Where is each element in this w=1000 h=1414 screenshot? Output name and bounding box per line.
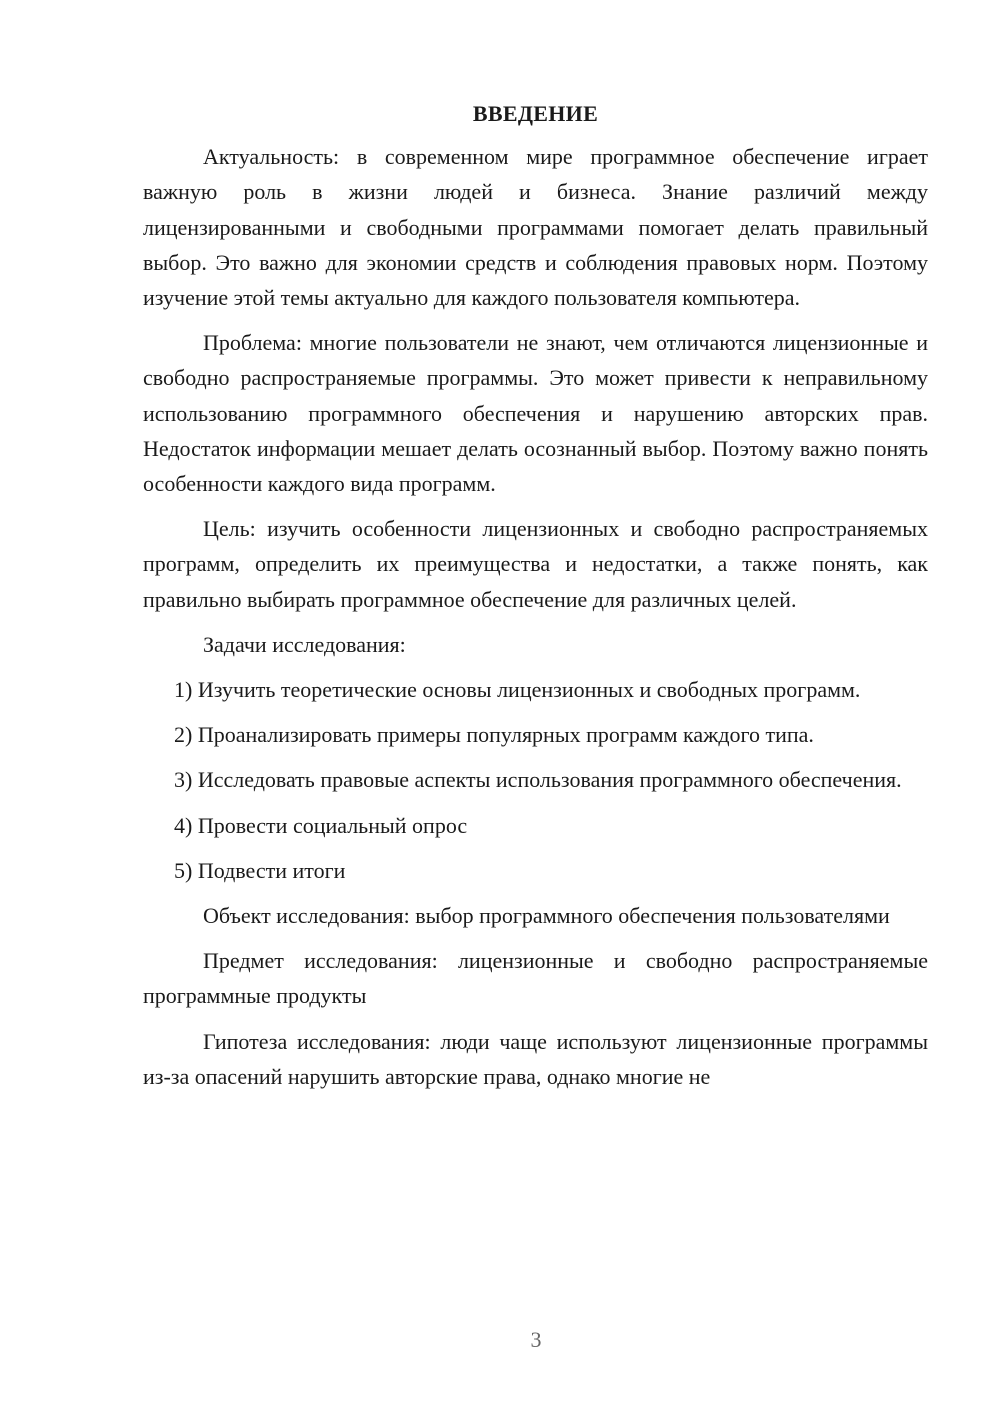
- list-item: 1) Изучить теоретические основы лицензионных и свободных программ.: [174, 677, 861, 703]
- paragraph-goal: Цель: изучить особенности лицензионных и свободно распространяемых программ, определить их преимущества и недостатки, а также понять, как правильно выбирать программное обеспечение для различных целей.: [143, 516, 928, 612]
- paragraph-relevance: Актуальность: в современном мире программное обеспечение играет важную роль в жизни людей и бизнеса. Знание различий между лицензированными и свободными программами помогает делать правильный выбор. Это важно для экономии средств и соблюдения правовых норм. Поэтому изучение этой темы актуально для каждого пользователя компьютера.: [143, 144, 928, 311]
- document-page: [143, 96, 928, 1104]
- list-item: 2) Проанализировать примеры популярных программ каждого типа.: [174, 722, 814, 748]
- tasks-list: [143, 672, 928, 888]
- paragraph-hypothesis: Гипотеза исследования: люди чаще используют лицензионные программы из-за опасений нарушить авторские права, однако многие не: [143, 1028, 928, 1089]
- page-title: ВВЕДЕНИЕ: [472, 101, 599, 126]
- tasks-heading: Задачи исследования:: [203, 631, 406, 657]
- page-number: 3: [530, 1327, 542, 1352]
- list-item: 4) Провести социальный опрос: [174, 812, 468, 838]
- paragraph-subject: Предмет исследования: лицензионные и свободно распространяемые программные продукты: [143, 948, 928, 1009]
- paragraph-problem: Проблема: многие пользователи не знают, чем отличаются лицензионные и свободно распространяемые программы. Это может привести к неправильному использованию программного обеспечения и нарушению авторских прав. Недостаток информации мешает делать осознанный выбор. Поэтому важно понять особенности каждого вида программ.: [143, 330, 928, 497]
- list-item: 3) Исследовать правовые аспекты использования программного обеспечения.: [174, 767, 902, 793]
- paragraph-object: Объект исследования: выбор программного обеспечения пользователями: [203, 903, 890, 929]
- list-item: 5) Подвести итоги: [174, 857, 346, 883]
